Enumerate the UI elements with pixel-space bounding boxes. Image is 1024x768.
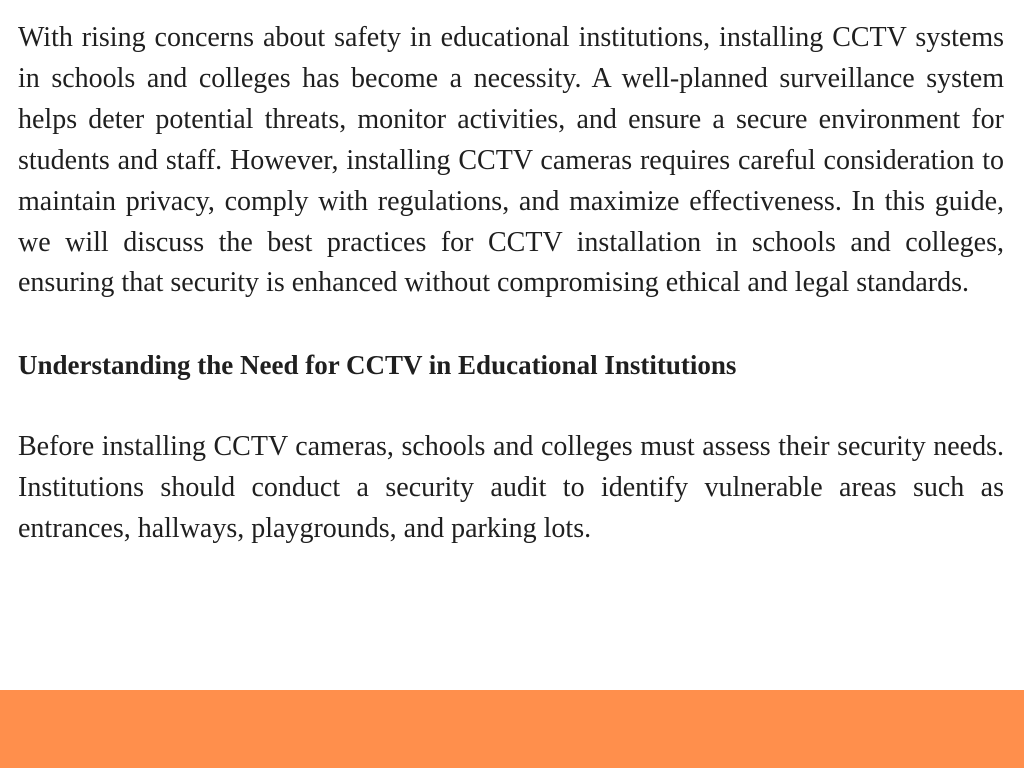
section-heading: Understanding the Need for CCTV in Educational Institutions xyxy=(18,350,737,381)
footer-accent-bar xyxy=(0,690,1024,768)
section-paragraph: Before installing CCTV cameras, schools and colleges must assess their security needs. Institutions should conduct a security audit to identify vulnerable areas such as entrances, hallways, playgrounds, and parking lots. xyxy=(18,431,1004,544)
intro-paragraph: With rising concerns about safety in educational institutions, installing CCTV systems in schools and colleges has become a necessity. A well-planned surveillance system helps deter potential threats, monitor activities, and ensure a secure environment for students and staff. However, installing CCTV cameras requires careful consideration to maintain privacy, comply with regulations, and maximize effectiveness. In this guide, we will discuss the best practices for CCTV installation in schools and colleges, ensuring that security is enhanced without compromising ethical and legal standards. xyxy=(18,22,1004,299)
document-body xyxy=(18,18,1004,550)
